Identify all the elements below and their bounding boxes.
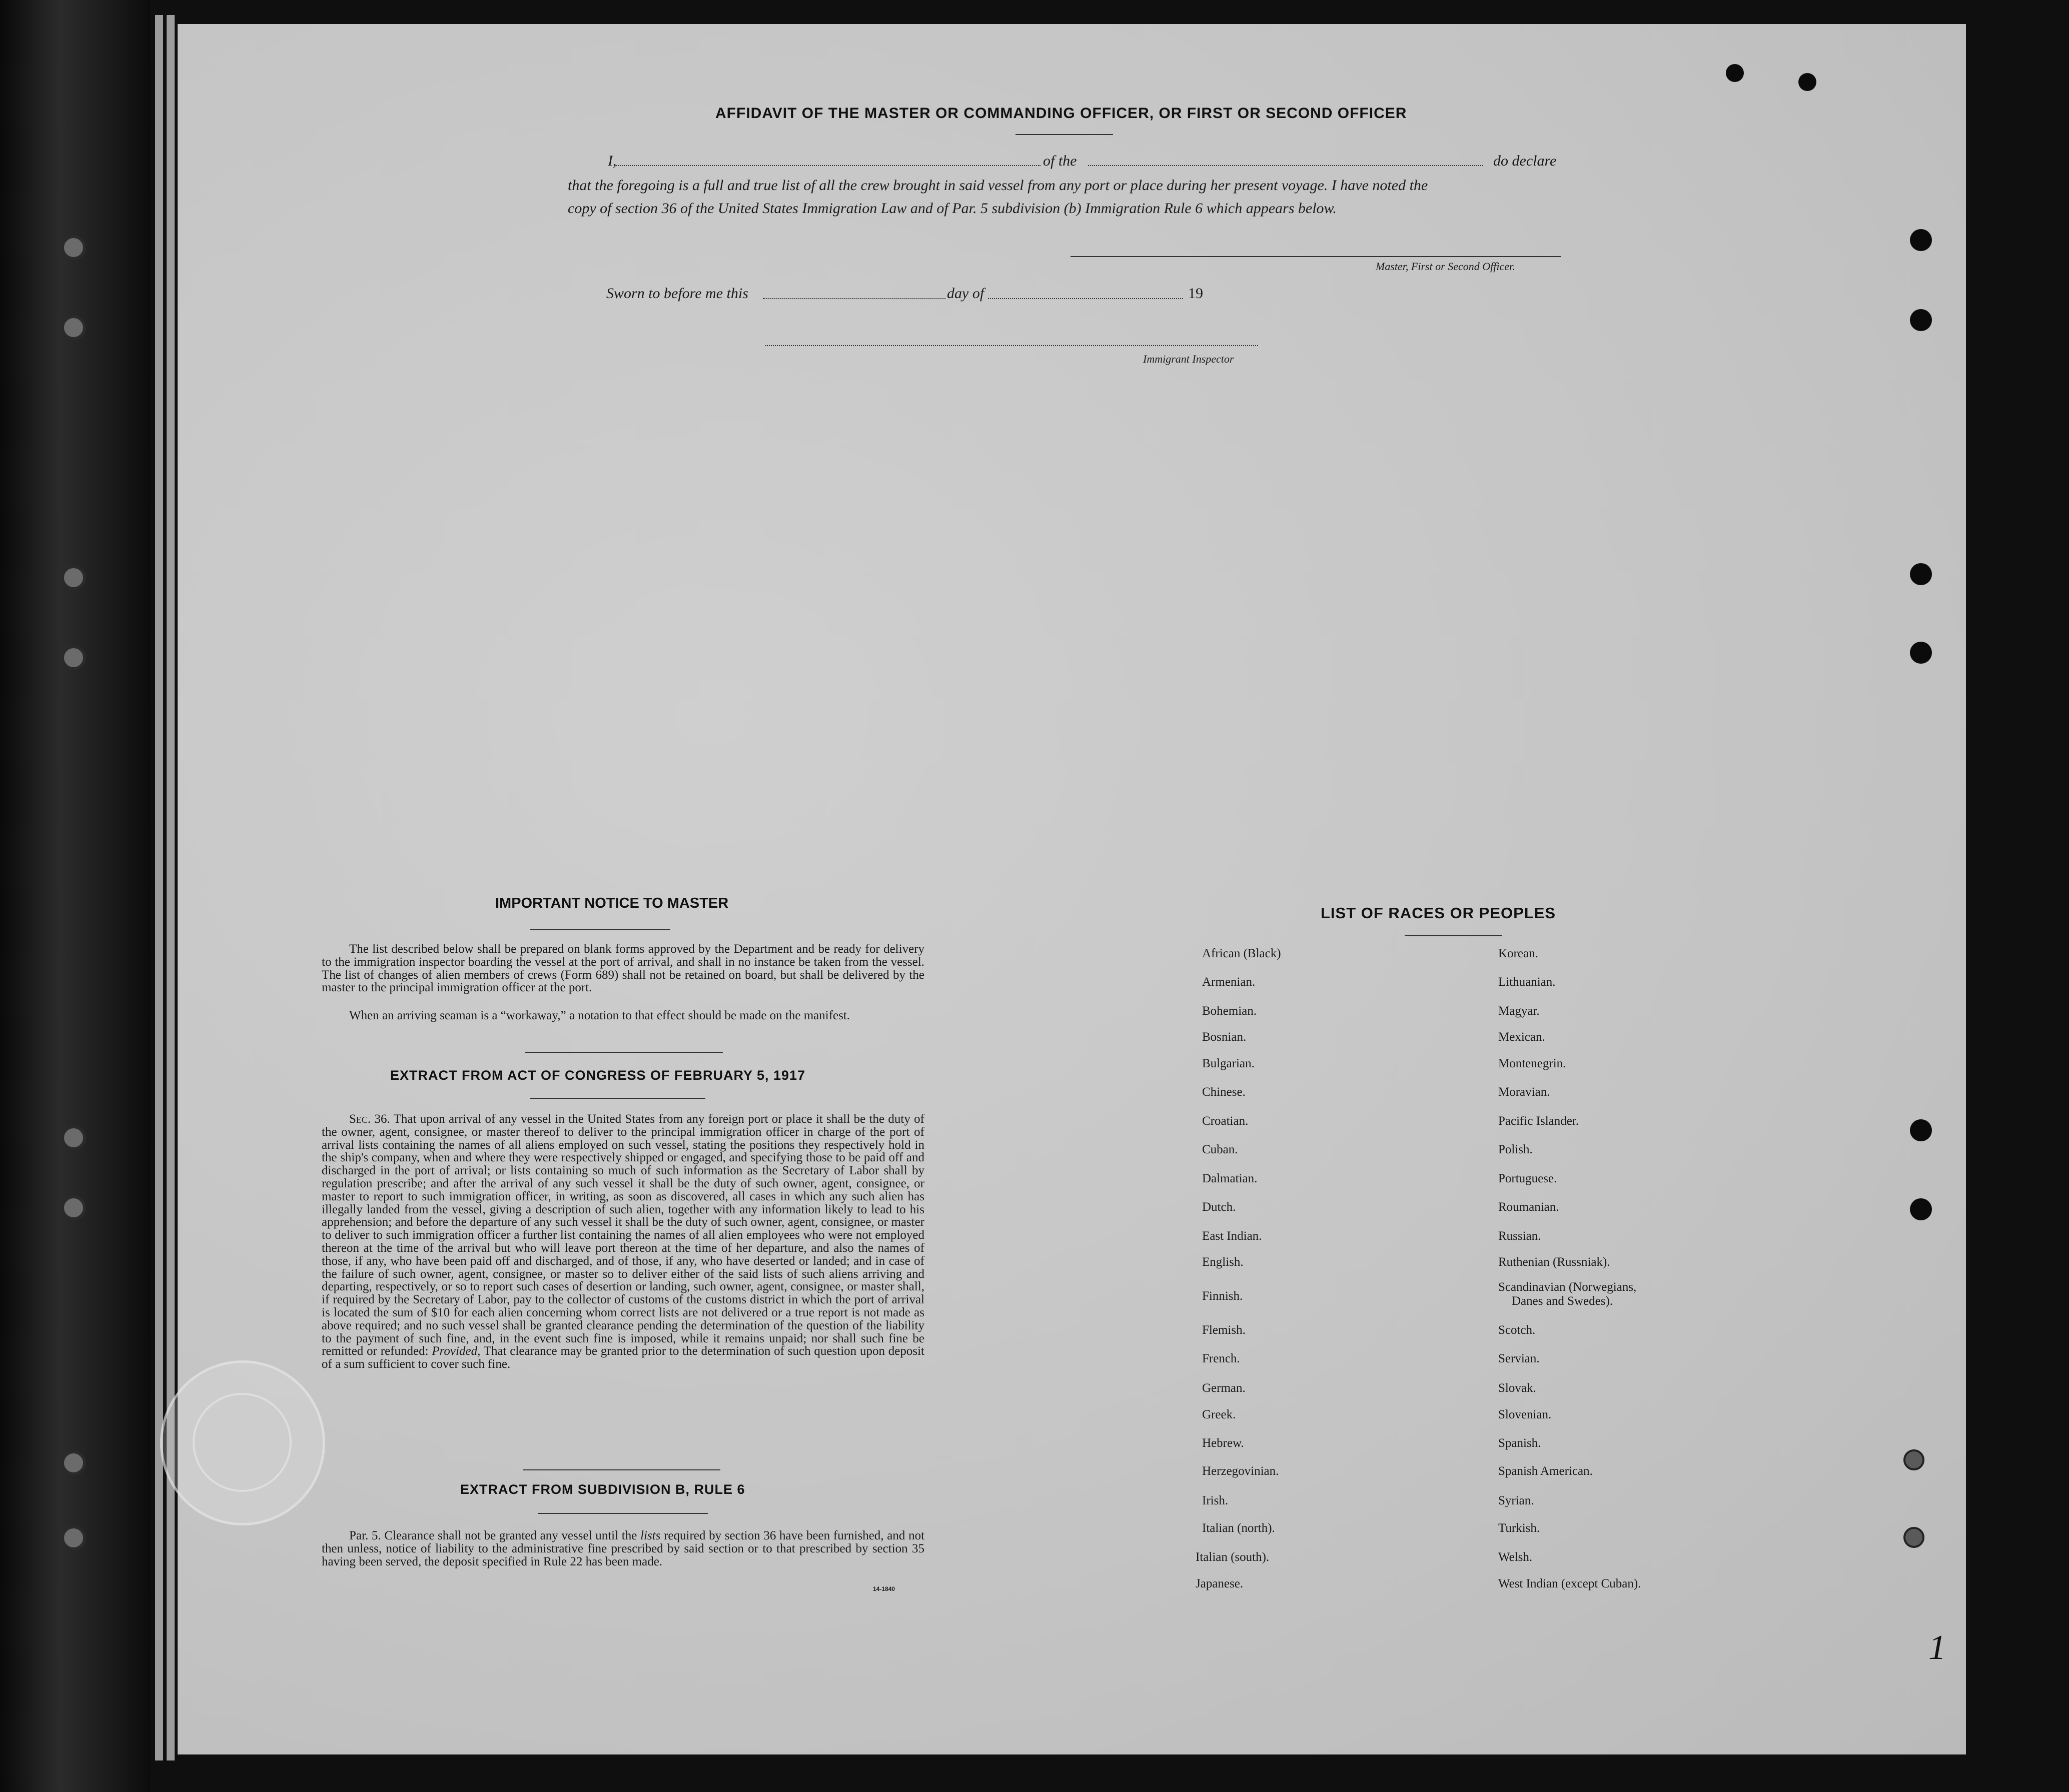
punch-hole <box>1910 229 1932 251</box>
inspector-label: Immigrant Inspector <box>1143 353 1234 365</box>
divider <box>530 929 670 930</box>
lists-word: lists <box>640 1529 661 1542</box>
race-item: Bohemian. <box>1202 1004 1257 1018</box>
race-item: French. <box>1202 1352 1240 1365</box>
race-item: West Indian (except Cuban). <box>1498 1577 1641 1590</box>
rule-para-a: Par. 5. Clearance shall not be granted any vessel until the <box>349 1529 637 1542</box>
race-item: Armenian. <box>1202 975 1256 989</box>
race-item: East Indian. <box>1202 1229 1262 1243</box>
handwritten-mark: 1 <box>1928 1628 1946 1667</box>
affidavit-title: AFFIDAVIT OF THE MASTER OR COMMANDING OFFICER, OR FIRST OR SECOND OFFICER <box>715 105 1407 122</box>
punch-hole <box>1903 1449 1924 1470</box>
seal-inner-ring <box>193 1393 292 1492</box>
race-item: Italian (north). <box>1202 1521 1275 1535</box>
binder-hole <box>61 1525 86 1550</box>
race-item: Lithuanian. <box>1498 975 1556 989</box>
inspector-signature-line[interactable] <box>765 345 1258 346</box>
race-item: Spanish American. <box>1498 1464 1593 1478</box>
divider <box>1015 134 1113 135</box>
races-title: LIST OF RACES OR PEOPLES <box>1321 904 1556 922</box>
race-item: Moravian. <box>1498 1085 1550 1099</box>
race-item: Finnish. <box>1202 1289 1243 1303</box>
race-item: Flemish. <box>1202 1323 1246 1337</box>
provided-word: Provided, <box>432 1344 481 1358</box>
notice-paragraph <box>322 943 924 994</box>
binder-hole <box>61 1125 86 1150</box>
affidavit-text-line: that the foregoing is a full and true list of all the crew brought in said vessel from any port or place during her present voyage. I have noted the <box>568 177 1428 194</box>
act-tail: That clearance may be granted prior to the determination of such question upon deposit of a sum sufficient to cover such fine. <box>322 1344 924 1371</box>
notice-paragraph <box>322 1009 924 1022</box>
race-item: Russian. <box>1498 1229 1541 1243</box>
punch-hole <box>1910 309 1932 331</box>
race-item: Magyar. <box>1498 1004 1540 1018</box>
race-item: Korean. <box>1498 947 1538 960</box>
divider <box>525 1052 723 1053</box>
race-item: Herzegovinian. <box>1202 1464 1279 1478</box>
race-item: Dutch. <box>1202 1200 1236 1214</box>
notice-para-1: The list described below shall be prepared on blank forms approved by the Department and be ready for delivery to the immigration inspector boarding the vessel at the port of arrival, and shall in no instance be taken from the vessel. The list of changes of alien members of crews (Form 689) shall not be retained on board, but shall be delivered by the master to the principal immigration officer at the port. <box>322 942 924 995</box>
race-item: Roumanian. <box>1498 1200 1559 1214</box>
race-item: Slovak. <box>1498 1381 1536 1395</box>
affidavit-text-line: copy of section 36 of the United States Immigration Law and of Par. 5 subdivision (b) Immigration Rule 6 which appears below. <box>568 200 1337 217</box>
race-item: Polish. <box>1498 1143 1533 1156</box>
race-item: Pacific Islander. <box>1498 1114 1579 1128</box>
punch-hole <box>1798 73 1816 91</box>
race-item: English. <box>1202 1255 1244 1269</box>
race-item: Irish. <box>1202 1494 1229 1507</box>
form-number: 14-1840 <box>873 1585 895 1592</box>
divider <box>538 1513 708 1514</box>
race-item: Portuguese. <box>1498 1172 1557 1185</box>
punch-hole <box>1910 563 1932 585</box>
divider <box>1405 935 1502 936</box>
act-body: That upon arrival of any vessel in the United States from any foreign port or place it shall be the duty of the owner, agent, consignee, or master thereof to deliver to the principal immigration officer in charge of the port of arrival lists containing the names of all aliens employed on such vessel, stating the positions they respectively hold in the ship's company, when and where they were respectively shipped or engaged, and specifying those to be paid off and discharged in the port of arrival; or lists containing so much of such information as the Secretary of Labor shall by regulation prescribe; and after the arrival of any such vessel it shall be the duty of such owner, agent, consignee, or master to report to such immigration officer, in writing, as soon as discovered, all cases in which any such alien has illegally landed from the vessel, giving a description of such alien, together with any information likely to lead to his apprehension; and before the departure of any such vessel it shall be the duty of such owner, agent, consignee, or master to deliver to such immigration officer a further list containing the names of all alien employees who were not employed thereon at the time of the arrival but who will leave port thereon at the time of her departure, and also the names of those, if any, who have been paid off and discharged, and of those, if any, who have deserted or landed; and in case of the failure of such owner, agent, consignee, or master so to deliver either of the said lists of such aliens arriving and departing, respectively, or so to report such cases of desertion or landing, such owner, agent, consignee, or master shall, if required by the Secretary of Labor, pay to the collector of customs of the customs district in which the port of arrival is located the sum of $10 for each alien concerning whom correct lists are not delivered or a true report is not made as above required; and no such vessel shall be granted clearance pending the determination of the question of the liability to the payment of such fine, and, in the event such fine is imposed, while it remains unpaid; nor shall such fine be remitted or refunded: <box>322 1112 924 1358</box>
declare-i-label: I, <box>608 153 617 169</box>
sworn-date-field[interactable] <box>763 298 945 299</box>
binder-hole <box>61 315 86 340</box>
declare-of-the-label: of the <box>1043 153 1077 169</box>
race-item: Hebrew. <box>1202 1436 1244 1450</box>
binder-hole <box>61 235 86 260</box>
race-item: African (Black) <box>1202 947 1281 960</box>
race-item: Bosnian. <box>1202 1030 1247 1044</box>
officer-name-field[interactable] <box>616 165 1041 166</box>
act-section-36 <box>322 1113 924 1371</box>
race-item: Montenegrin. <box>1498 1057 1566 1070</box>
notice-title: IMPORTANT NOTICE TO MASTER <box>495 895 729 911</box>
race-item: German. <box>1202 1381 1246 1395</box>
race-item: Welsh. <box>1498 1550 1533 1564</box>
act-title: EXTRACT FROM ACT OF CONGRESS OF FEBRUARY 5, 1917 <box>390 1068 806 1083</box>
faded-seal <box>160 1360 325 1525</box>
race-item: Ruthenian (Russniak). <box>1498 1255 1610 1269</box>
punch-hole <box>1903 1527 1924 1548</box>
race-item: Scotch. <box>1498 1323 1536 1337</box>
race-item: Japanese. <box>1196 1577 1244 1590</box>
rule-paragraph <box>322 1529 924 1568</box>
divider <box>530 1098 705 1099</box>
punch-hole <box>1910 1198 1932 1220</box>
form-sheet <box>178 24 1966 1754</box>
binder-hole <box>61 1450 86 1475</box>
binder-hole <box>61 565 86 590</box>
race-item: Slovenian. <box>1498 1408 1552 1421</box>
race-item: Bulgarian. <box>1202 1057 1255 1070</box>
rule-para-b: required by section 36 have been furnished, and not then unless, notice of liability to the administrative fine prescribed by said section or to that prescribed by section 35 having been served, the deposit specified in Rule 22 has been made. <box>322 1529 925 1568</box>
do-declare-label: do declare <box>1493 153 1557 169</box>
race-item: Greek. <box>1202 1408 1236 1421</box>
master-signature-label: Master, First or Second Officer. <box>1376 260 1515 273</box>
punch-hole <box>1726 64 1744 82</box>
sworn-day-of-label: day of <box>947 285 984 302</box>
race-item: Dalmatian. <box>1202 1172 1258 1185</box>
race-item: Cuban. <box>1202 1143 1238 1156</box>
master-signature-line[interactable] <box>1071 256 1561 257</box>
punch-hole <box>1910 1119 1932 1141</box>
race-item: Croatian. <box>1202 1114 1249 1128</box>
race-item: Scandinavian (Norwegians, <box>1498 1280 1637 1294</box>
binder-strip <box>0 0 150 1792</box>
vessel-name-field[interactable] <box>1088 165 1483 166</box>
page-edge <box>167 15 175 1760</box>
race-item: Italian (south). <box>1196 1550 1270 1564</box>
race-item: Servian. <box>1498 1352 1540 1365</box>
sworn-label: Sworn to before me this <box>606 285 748 302</box>
binder-hole <box>61 645 86 670</box>
notice-para-2: When an arriving seaman is a “workaway,” a notation to that effect should be made on the manifest. <box>349 1009 850 1022</box>
rule-title: EXTRACT FROM SUBDIVISION B, RULE 6 <box>460 1482 745 1497</box>
divider <box>523 1469 720 1470</box>
section-label: Sec. 36. <box>349 1112 390 1126</box>
race-item: Syrian. <box>1498 1494 1534 1507</box>
race-item: Chinese. <box>1202 1085 1246 1099</box>
race-item: Danes and Swedes). <box>1512 1294 1613 1308</box>
punch-hole <box>1910 642 1932 664</box>
page-edge <box>155 15 163 1760</box>
sworn-month-field[interactable] <box>988 298 1183 299</box>
binder-hole <box>61 1195 86 1220</box>
race-item: Mexican. <box>1498 1030 1545 1044</box>
sworn-year-label: 19 <box>1188 285 1203 302</box>
race-item: Turkish. <box>1498 1521 1540 1535</box>
race-item: Spanish. <box>1498 1436 1541 1450</box>
